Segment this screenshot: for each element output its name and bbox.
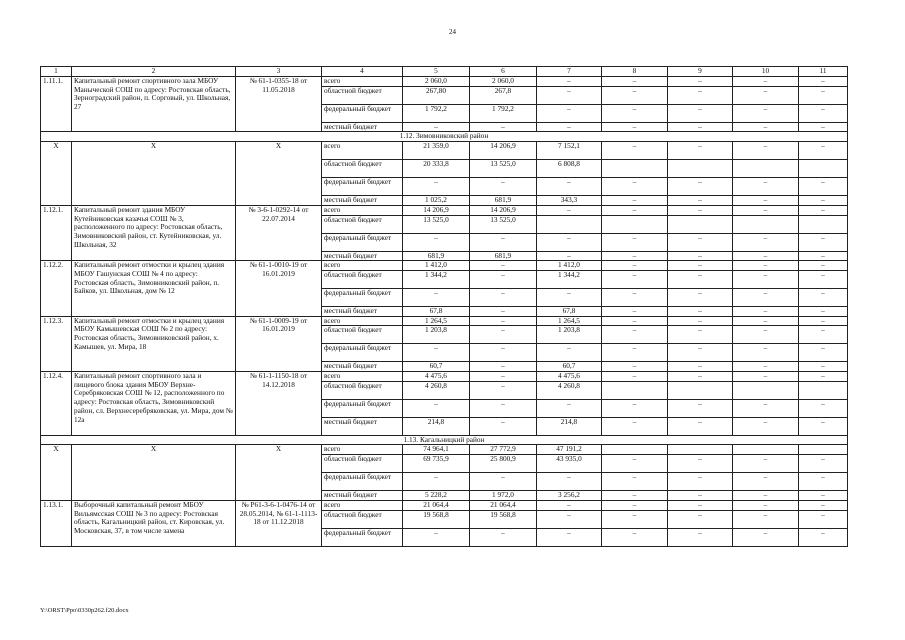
budget-label: всего: [322, 261, 403, 271]
amount-cell: –: [470, 372, 537, 382]
amount-cell: –: [537, 86, 602, 104]
amount-cell: 1 264,5: [403, 316, 470, 326]
amount-cell: 14 206,9: [470, 142, 537, 160]
amount-cell: 681,9: [470, 251, 537, 261]
amount-cell: –: [733, 306, 799, 316]
amount-cell: –: [537, 178, 602, 196]
table-row: [41, 142, 848, 160]
amount-cell: [733, 445, 799, 455]
amount-cell: –: [537, 233, 602, 251]
amount-cell: [602, 445, 668, 455]
amount-cell: 74 964,1: [403, 445, 470, 455]
amount-cell: [668, 215, 733, 233]
amount-cell: –: [799, 233, 848, 251]
amount-cell: –: [733, 178, 799, 196]
amount-cell: [668, 160, 733, 178]
amount-cell: –: [602, 510, 668, 528]
column-header: 7: [537, 67, 602, 77]
amount-cell: –: [799, 77, 848, 87]
column-header: 10: [733, 67, 799, 77]
amount-cell: 214,8: [537, 417, 602, 435]
amount-cell: –: [668, 417, 733, 435]
permit-number: № 61-1-1150-18 от 14.12.2018: [236, 372, 322, 436]
budget-label: всего: [322, 77, 403, 87]
header-row: [41, 67, 848, 77]
section-row: [41, 435, 848, 445]
amount-cell: –: [733, 251, 799, 261]
amount-cell: 1 412,0: [403, 261, 470, 271]
amount-cell: –: [733, 326, 799, 344]
amount-cell: –: [733, 142, 799, 160]
amount-cell: –: [470, 233, 537, 251]
table-row: [41, 205, 848, 215]
table-row: [41, 316, 848, 326]
amount-cell: –: [668, 455, 733, 473]
amount-cell: –: [602, 142, 668, 160]
amount-cell: [668, 381, 733, 399]
amount-cell: –: [602, 77, 668, 87]
amount-cell: –: [537, 288, 602, 306]
amount-cell: 267,8: [470, 86, 537, 104]
amount-cell: 1 792,2: [470, 104, 537, 122]
amount-cell: –: [668, 528, 733, 546]
amount-cell: –: [470, 178, 537, 196]
amount-cell: –: [537, 122, 602, 132]
amount-cell: –: [602, 500, 668, 510]
column-header: 6: [470, 67, 537, 77]
amount-cell: 343,3: [537, 196, 602, 206]
item-name: Капитальный ремонт отмостки и крылец здания МБОУ Камышевская СОШ № 2 по адресу: Ростовская область, Зимовниковский район, х. Камышев, ул. Мира, 18: [72, 316, 236, 371]
amount-cell: –: [537, 205, 602, 215]
x-mark-2: X: [72, 142, 236, 206]
item-number: 1.13.1.: [41, 500, 72, 546]
column-header: 8: [602, 67, 668, 77]
amount-cell: –: [537, 399, 602, 417]
amount-cell: 60,7: [537, 362, 602, 372]
permit-number: № 61-1-0010-19 от 16.01.2019: [236, 261, 322, 316]
amount-cell: –: [668, 233, 733, 251]
budget-label: федеральный бюджет: [322, 288, 403, 306]
amount-cell: –: [733, 104, 799, 122]
amount-cell: –: [668, 306, 733, 316]
amount-cell: 681,9: [470, 196, 537, 206]
budget-label: областной бюджет: [322, 160, 403, 178]
amount-cell: –: [602, 288, 668, 306]
amount-cell: –: [733, 261, 799, 271]
amount-cell: 21 064,4: [403, 500, 470, 510]
budget-label: местный бюджет: [322, 417, 403, 435]
amount-cell: –: [602, 270, 668, 288]
budget-label: федеральный бюджет: [322, 528, 403, 546]
item-number: 1.12.4.: [41, 372, 72, 436]
amount-cell: –: [602, 473, 668, 491]
amount-cell: –: [602, 372, 668, 382]
amount-cell: –: [668, 372, 733, 382]
amount-cell: 7 152,1: [537, 142, 602, 160]
item-number: 1.12.3.: [41, 316, 72, 371]
budget-label: федеральный бюджет: [322, 233, 403, 251]
amount-cell: –: [537, 510, 602, 528]
amount-cell: 4 475,6: [537, 372, 602, 382]
amount-cell: 214,8: [403, 417, 470, 435]
column-header: 1: [41, 67, 72, 77]
amount-cell: –: [733, 473, 799, 491]
amount-cell: [733, 381, 799, 399]
budget-label: местный бюджет: [322, 251, 403, 261]
amount-cell: 681,9: [403, 251, 470, 261]
amount-cell: [799, 381, 848, 399]
amount-cell: –: [668, 473, 733, 491]
amount-cell: –: [799, 104, 848, 122]
amount-cell: –: [602, 417, 668, 435]
amount-cell: –: [799, 491, 848, 501]
amount-cell: –: [470, 316, 537, 326]
budget-label: областной бюджет: [322, 270, 403, 288]
amount-cell: 4 260,8: [537, 381, 602, 399]
permit-number: № 61-1-0355-18 от 11.05.2018: [236, 77, 322, 132]
amount-cell: [799, 160, 848, 178]
budget-label: местный бюджет: [322, 362, 403, 372]
amount-cell: [799, 215, 848, 233]
amount-cell: –: [733, 122, 799, 132]
amount-cell: –: [799, 306, 848, 316]
amount-cell: –: [403, 344, 470, 362]
column-header: 2: [72, 67, 236, 77]
amount-cell: –: [799, 455, 848, 473]
amount-cell: –: [470, 326, 537, 344]
amount-cell: 1 025,2: [403, 196, 470, 206]
amount-cell: –: [668, 510, 733, 528]
amount-cell: 3 256,2: [537, 491, 602, 501]
amount-cell: [602, 160, 668, 178]
amount-cell: –: [403, 399, 470, 417]
item-number: 1.11.1.: [41, 77, 72, 132]
amount-cell: –: [403, 178, 470, 196]
amount-cell: –: [537, 344, 602, 362]
item-number: 1.12.1.: [41, 205, 72, 260]
item-name: Капитальный ремонт спортивного зала МБОУ Маныческой СОШ по адресу: Ростовская область, Зерноградский район, п. Сорговый, ул. Школьная, 27: [72, 77, 236, 132]
column-header: 5: [403, 67, 470, 77]
item-name: Капитальный ремонт спортивного зала и пищевого блока здания МБОУ Верхне-Серебряковская СОШ № 12, расположенного по адресу: Ростовская область, Зимовниковский район, сл. Верхнесеребряковская, ул. Мира, дом № 12а: [72, 372, 236, 436]
amount-cell: –: [668, 205, 733, 215]
amount-cell: –: [733, 362, 799, 372]
amount-cell: –: [668, 104, 733, 122]
amount-cell: –: [799, 122, 848, 132]
budget-label: областной бюджет: [322, 86, 403, 104]
budget-label: областной бюджет: [322, 455, 403, 473]
amount-cell: 13 525,0: [470, 215, 537, 233]
amount-cell: –: [668, 178, 733, 196]
amount-cell: –: [403, 473, 470, 491]
amount-cell: –: [602, 362, 668, 372]
column-header: 11: [799, 67, 848, 77]
amount-cell: –: [733, 372, 799, 382]
table-row: [41, 445, 848, 455]
amount-cell: –: [403, 122, 470, 132]
budget-label: местный бюджет: [322, 306, 403, 316]
amount-cell: –: [799, 251, 848, 261]
x-mark-3: X: [236, 445, 322, 500]
column-header: 9: [668, 67, 733, 77]
amount-cell: –: [668, 196, 733, 206]
amount-cell: –: [733, 270, 799, 288]
x-mark-1: X: [41, 445, 72, 500]
amount-cell: –: [733, 288, 799, 306]
file-path-footer: Y:\ORST\Ppo\0330p262.f20.docx: [40, 607, 129, 614]
budget-label: местный бюджет: [322, 196, 403, 206]
amount-cell: 20 333,8: [403, 160, 470, 178]
amount-cell: 4 260,8: [403, 381, 470, 399]
amount-cell: 67,8: [403, 306, 470, 316]
amount-cell: –: [733, 316, 799, 326]
amount-cell: 14 206,9: [470, 205, 537, 215]
amount-cell: –: [733, 233, 799, 251]
amount-cell: –: [668, 344, 733, 362]
amount-cell: –: [733, 344, 799, 362]
section-title: 1.13. Кагальницкий район: [41, 435, 848, 445]
budget-label: всего: [322, 316, 403, 326]
section-row: [41, 132, 848, 142]
amount-cell: 13 525,0: [403, 215, 470, 233]
amount-cell: –: [537, 473, 602, 491]
amount-cell: 1 203,8: [537, 326, 602, 344]
amount-cell: –: [470, 473, 537, 491]
amount-cell: –: [537, 528, 602, 546]
amount-cell: –: [668, 122, 733, 132]
amount-cell: –: [602, 455, 668, 473]
amount-cell: –: [602, 399, 668, 417]
budget-label: всего: [322, 445, 403, 455]
amount-cell: –: [799, 326, 848, 344]
budget-label: федеральный бюджет: [322, 178, 403, 196]
amount-cell: –: [602, 344, 668, 362]
amount-cell: –: [602, 104, 668, 122]
amount-cell: 2 060,0: [403, 77, 470, 87]
amount-cell: –: [799, 270, 848, 288]
amount-cell: –: [602, 122, 668, 132]
x-mark-1: X: [41, 142, 72, 206]
amount-cell: –: [403, 233, 470, 251]
item-number: 1.12.2.: [41, 261, 72, 316]
amount-cell: –: [602, 326, 668, 344]
amount-cell: –: [733, 528, 799, 546]
amount-cell: [733, 215, 799, 233]
amount-cell: –: [602, 86, 668, 104]
amount-cell: –: [733, 196, 799, 206]
amount-cell: 2 060,0: [470, 77, 537, 87]
amount-cell: –: [470, 399, 537, 417]
amount-cell: 1 344,2: [537, 270, 602, 288]
amount-cell: –: [799, 362, 848, 372]
budget-label: федеральный бюджет: [322, 344, 403, 362]
amount-cell: [668, 445, 733, 455]
amount-cell: 19 568,8: [470, 510, 537, 528]
amount-cell: –: [799, 316, 848, 326]
amount-cell: –: [799, 399, 848, 417]
budget-label: всего: [322, 205, 403, 215]
page-number: 24: [449, 28, 456, 36]
x-mark-3: X: [236, 142, 322, 206]
budget-label: областной бюджет: [322, 215, 403, 233]
amount-cell: [733, 160, 799, 178]
amount-cell: –: [470, 417, 537, 435]
item-name: Выборочный капитальный ремонт МБОУ Вильямсская СОШ № 3 по адресу: Ростовская область, Кагальницкий район, ст. Кировская, ул. Московская, 37, в том числе замена: [72, 500, 236, 546]
amount-cell: –: [668, 251, 733, 261]
amount-cell: –: [602, 261, 668, 271]
amount-cell: –: [799, 178, 848, 196]
amount-cell: –: [470, 306, 537, 316]
amount-cell: –: [470, 288, 537, 306]
amount-cell: –: [537, 104, 602, 122]
amount-cell: [799, 445, 848, 455]
budget-label: областной бюджет: [322, 381, 403, 399]
amount-cell: –: [602, 528, 668, 546]
amount-cell: –: [537, 251, 602, 261]
amount-cell: 267,80: [403, 86, 470, 104]
budget-label: федеральный бюджет: [322, 473, 403, 491]
permit-number: № 61-1-0009-19 от 16.01.2019: [236, 316, 322, 371]
budget-label: областной бюджет: [322, 510, 403, 528]
amount-cell: 43 935,0: [537, 455, 602, 473]
amount-cell: –: [602, 491, 668, 501]
amount-cell: –: [799, 196, 848, 206]
amount-cell: –: [799, 86, 848, 104]
amount-cell: –: [799, 500, 848, 510]
amount-cell: 47 191,2: [537, 445, 602, 455]
table-row: [41, 77, 848, 87]
budget-label: местный бюджет: [322, 122, 403, 132]
amount-cell: –: [602, 205, 668, 215]
table-row: [41, 500, 848, 510]
amount-cell: –: [602, 316, 668, 326]
budget-label: всего: [322, 372, 403, 382]
budget-label: всего: [322, 142, 403, 160]
amount-cell: 60,7: [403, 362, 470, 372]
amount-cell: –: [799, 142, 848, 160]
amount-cell: –: [668, 491, 733, 501]
amount-cell: –: [733, 510, 799, 528]
amount-cell: 5 228,2: [403, 491, 470, 501]
budget-table: [40, 66, 848, 547]
item-name: Капитальный ремонт отмостки и крылец здания МБОУ Гашунская СОШ № 4 по адресу: Ростовская область, Зимовниковский район, п. Байков, ул. Школьная, дом № 12: [72, 261, 236, 316]
amount-cell: –: [470, 528, 537, 546]
amount-cell: –: [799, 528, 848, 546]
amount-cell: –: [733, 417, 799, 435]
amount-cell: –: [733, 491, 799, 501]
budget-label: местный бюджет: [322, 491, 403, 501]
amount-cell: 19 568,8: [403, 510, 470, 528]
amount-cell: –: [733, 500, 799, 510]
amount-cell: 21 064,4: [470, 500, 537, 510]
amount-cell: –: [602, 251, 668, 261]
amount-cell: –: [799, 344, 848, 362]
permit-number: № Р61-3-6-1-0476-14 от 28.05.2014, № 61-1-1113-18 от 11.12.2018: [236, 500, 322, 546]
amount-cell: –: [799, 288, 848, 306]
amount-cell: –: [668, 399, 733, 417]
amount-cell: –: [668, 86, 733, 104]
amount-cell: 67,8: [537, 306, 602, 316]
x-mark-2: X: [72, 445, 236, 500]
amount-cell: –: [470, 362, 537, 372]
amount-cell: –: [733, 455, 799, 473]
amount-cell: –: [470, 122, 537, 132]
amount-cell: –: [668, 142, 733, 160]
amount-cell: 1 264,5: [537, 316, 602, 326]
amount-cell: –: [799, 510, 848, 528]
column-header: 4: [322, 67, 403, 77]
amount-cell: –: [470, 344, 537, 362]
amount-cell: –: [799, 417, 848, 435]
budget-label: федеральный бюджет: [322, 104, 403, 122]
budget-label: федеральный бюджет: [322, 399, 403, 417]
amount-cell: –: [668, 77, 733, 87]
amount-cell: 1 412,0: [537, 261, 602, 271]
amount-cell: [602, 215, 668, 233]
amount-cell: –: [668, 261, 733, 271]
amount-cell: 6 808,8: [537, 160, 602, 178]
amount-cell: –: [537, 77, 602, 87]
amount-cell: –: [799, 261, 848, 271]
budget-label: областной бюджет: [322, 326, 403, 344]
amount-cell: 1 972,0: [470, 491, 537, 501]
amount-cell: –: [668, 326, 733, 344]
amount-cell: –: [470, 381, 537, 399]
amount-cell: –: [799, 473, 848, 491]
amount-cell: 1 792,2: [403, 104, 470, 122]
amount-cell: 27 772,9: [470, 445, 537, 455]
amount-cell: –: [602, 178, 668, 196]
amount-cell: 25 800,9: [470, 455, 537, 473]
amount-cell: –: [799, 205, 848, 215]
amount-cell: –: [403, 528, 470, 546]
amount-cell: –: [602, 306, 668, 316]
amount-cell: –: [733, 205, 799, 215]
section-title: 1.12. Зимовниковский район: [41, 132, 848, 142]
amount-cell: –: [470, 270, 537, 288]
column-header: 3: [236, 67, 322, 77]
amount-cell: –: [668, 500, 733, 510]
amount-cell: –: [668, 362, 733, 372]
amount-cell: –: [799, 372, 848, 382]
amount-cell: 1 344,2: [403, 270, 470, 288]
amount-cell: [537, 215, 602, 233]
amount-cell: –: [733, 86, 799, 104]
amount-cell: 21 359,0: [403, 142, 470, 160]
amount-cell: 14 206,9: [403, 205, 470, 215]
amount-cell: 1 203,8: [403, 326, 470, 344]
amount-cell: –: [602, 233, 668, 251]
amount-cell: –: [403, 288, 470, 306]
amount-cell: 13 525,0: [470, 160, 537, 178]
budget-label: всего: [322, 500, 403, 510]
amount-cell: –: [733, 399, 799, 417]
amount-cell: –: [668, 288, 733, 306]
permit-number: № 3-6-1-0292-14 от 22.07.2014: [236, 205, 322, 260]
amount-cell: –: [470, 261, 537, 271]
amount-cell: –: [668, 316, 733, 326]
amount-cell: [602, 381, 668, 399]
amount-cell: –: [668, 270, 733, 288]
item-name: Капитальный ремонт здания МБОУ Кутейниковская казачья СОШ № 3, расположенного по адресу: Ростовская область, Зимовниковский район, ст. Кутейниковская, ул. Школьная, 32: [72, 205, 236, 260]
amount-cell: 4 475,6: [403, 372, 470, 382]
amount-cell: –: [602, 196, 668, 206]
amount-cell: –: [733, 77, 799, 87]
table-row: [41, 372, 848, 382]
amount-cell: –: [537, 500, 602, 510]
amount-cell: 69 735,9: [403, 455, 470, 473]
table-row: [41, 261, 848, 271]
